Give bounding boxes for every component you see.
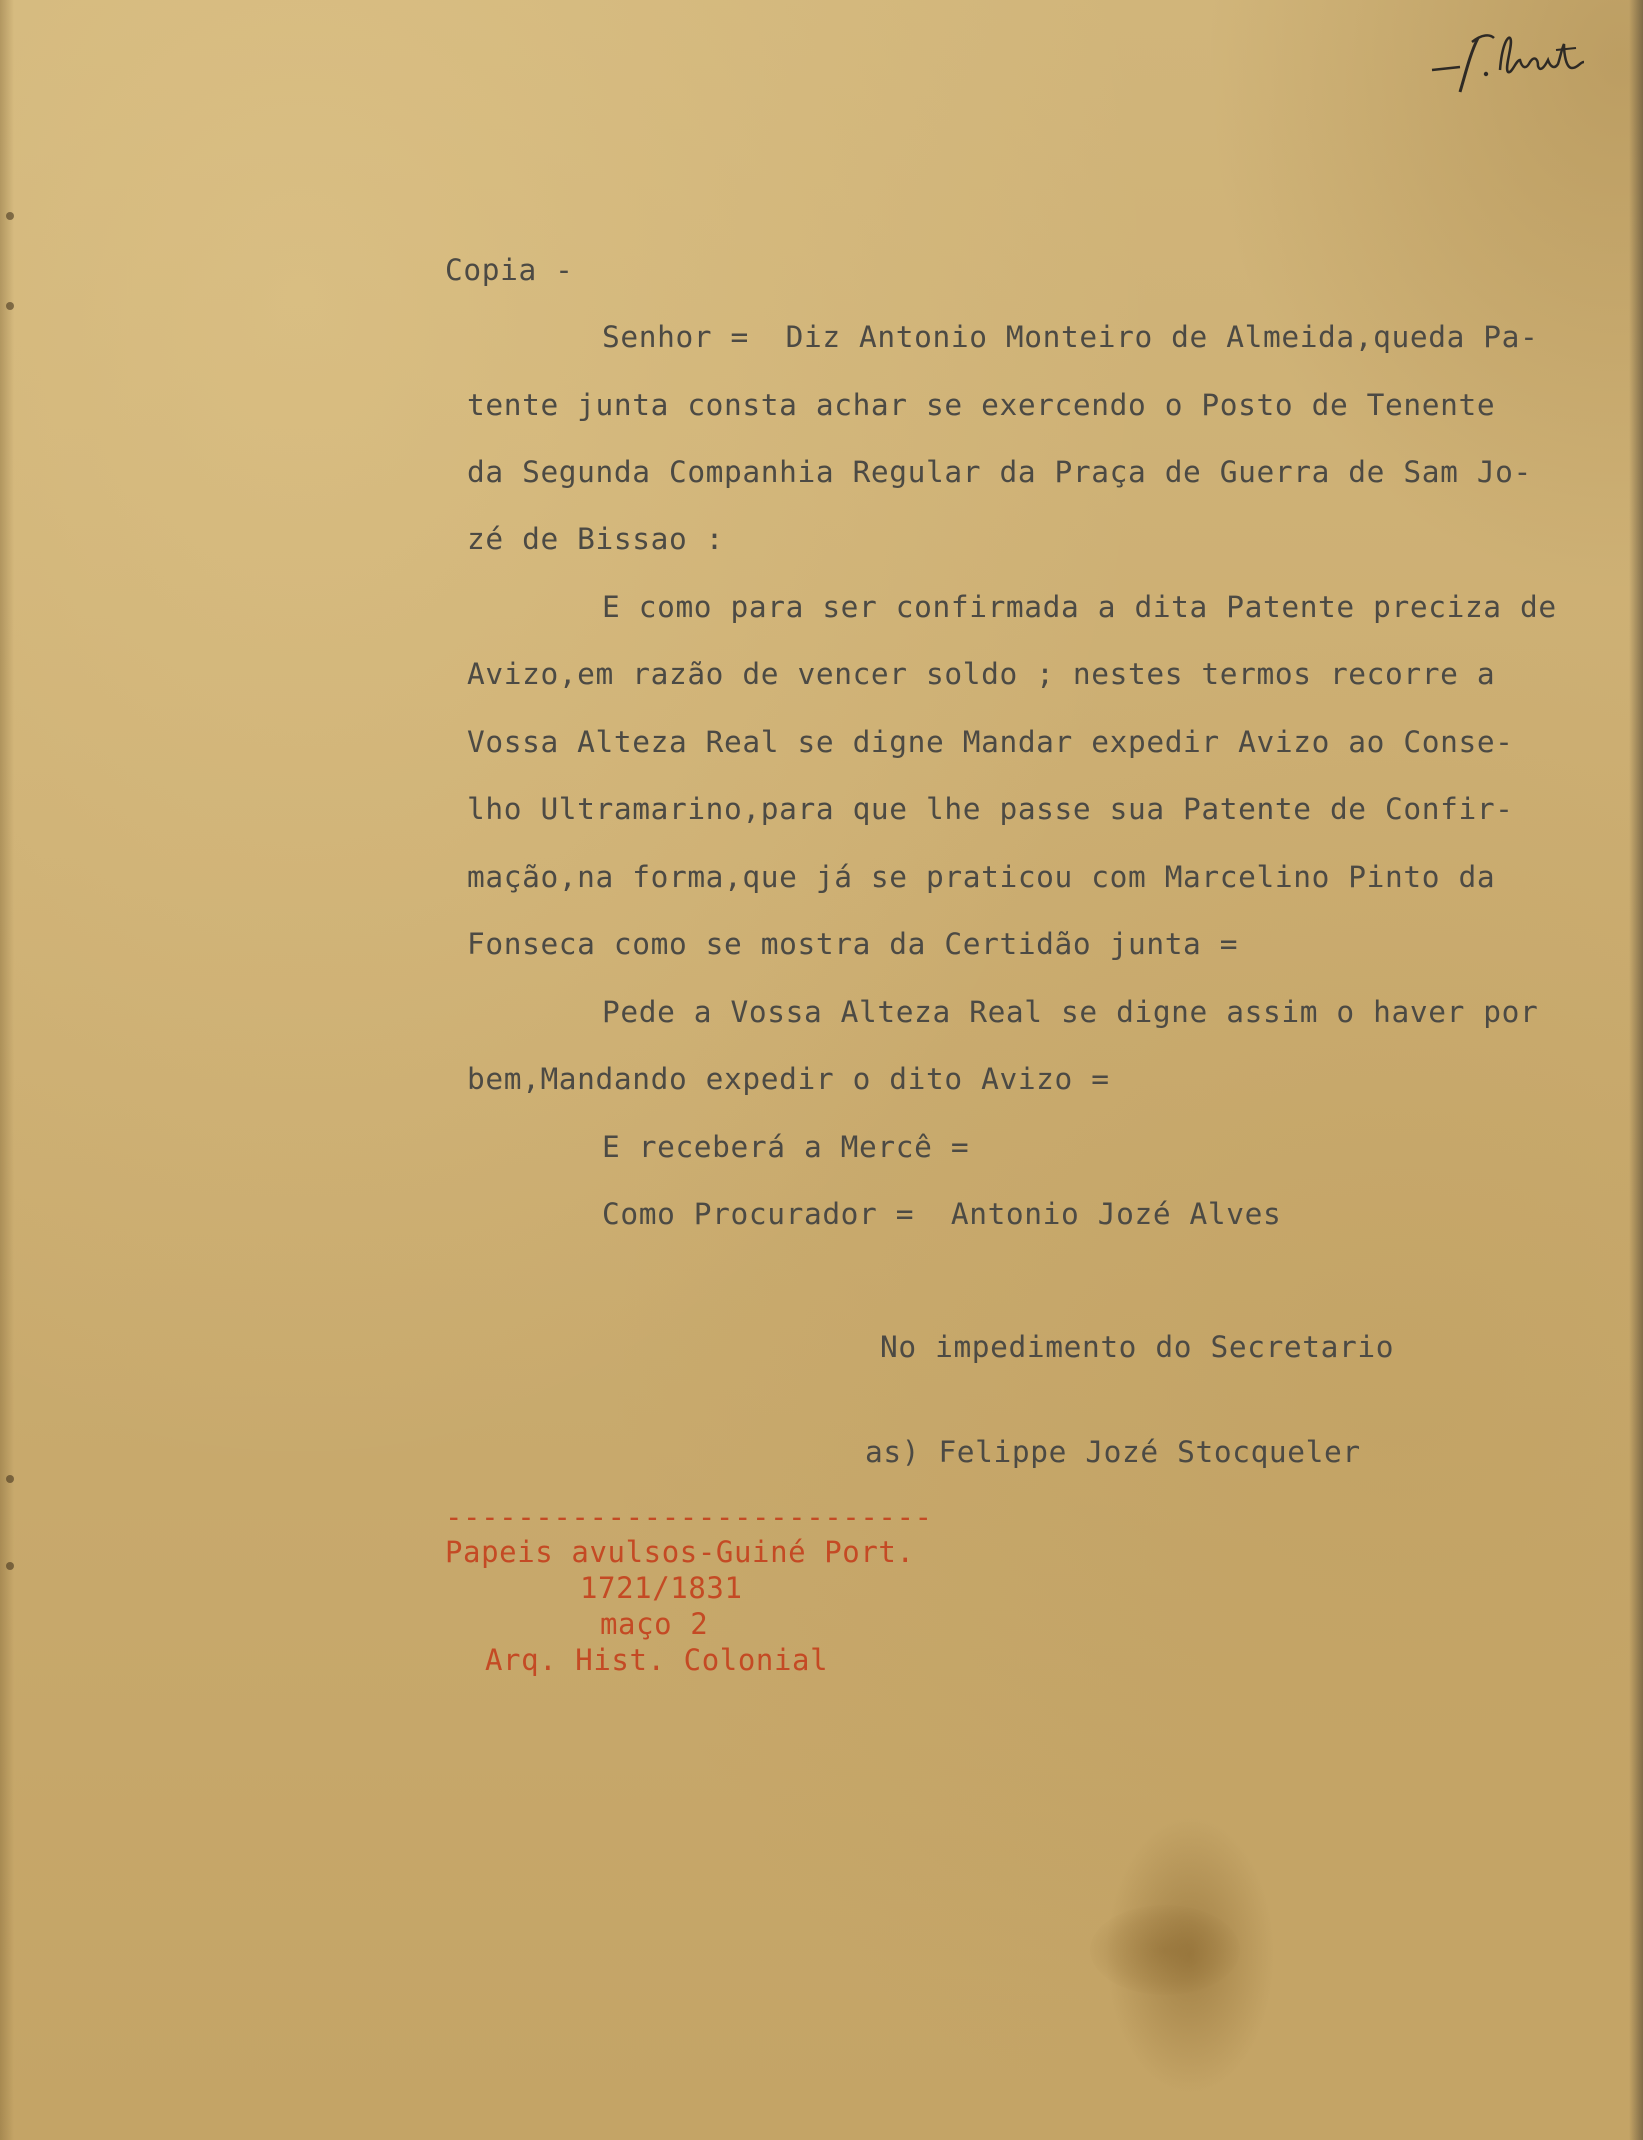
text-line: mação,na forma,que já se praticou com Marcelino Pinto da <box>467 860 1496 894</box>
handwritten-signature <box>1430 24 1610 94</box>
text-line: lho Ultramarino,para que lhe passe sua Patente de Confir- <box>467 792 1514 826</box>
text-line: Pede a Vossa Alteza Real se digne assim o haver por <box>602 995 1539 1029</box>
text-line: Senhor = Diz Antonio Monteiro de Almeida,queda Pa- <box>602 320 1539 354</box>
text-line: bem,Mandando expedir o dito Avizo = <box>467 1062 1110 1096</box>
signature-line: as) Felippe Jozé Stocqueler <box>865 1435 1361 1469</box>
paper-left-edge <box>0 0 14 2140</box>
archive-stamp-line: 1721/1831 <box>580 1571 743 1605</box>
paper-right-edge <box>1629 0 1643 2140</box>
text-line: E receberá a Mercê = <box>602 1130 970 1164</box>
binding-hole <box>6 1475 14 1483</box>
text-line: Como Procurador = Antonio Jozé Alves <box>602 1197 1282 1231</box>
text-line: E como para ser confirmada a dita Patente preciza de <box>602 590 1557 624</box>
archive-stamp-rule: --------------------------- <box>445 1500 933 1534</box>
text-line: zé de Bissao : <box>467 522 725 556</box>
binding-hole <box>6 1562 14 1570</box>
text-line: Vossa Alteza Real se digne Mandar expedir Avizo ao Conse- <box>467 725 1514 759</box>
text-line: Fonseca como se mostra da Certidão junta = <box>467 927 1239 961</box>
binding-hole <box>6 212 14 220</box>
archive-stamp-line: maço 2 <box>600 1607 709 1641</box>
text-line: Avizo,em razão de vencer soldo ; nestes termos recorre a <box>467 657 1496 691</box>
signature-line: No impedimento do Secretario <box>880 1330 1395 1364</box>
archive-stamp-line: Arq. Hist. Colonial <box>485 1643 829 1677</box>
binding-hole <box>6 302 14 310</box>
water-stain <box>1090 1905 1240 1995</box>
archive-stamp-line: Papeis avulsos-Guiné Port. <box>445 1535 915 1569</box>
text-line: tente junta consta achar se exercendo o Posto de Tenente <box>467 388 1496 422</box>
heading-copia: Copia - <box>445 253 574 287</box>
text-line: da Segunda Companhia Regular da Praça de Guerra de Sam Jo- <box>467 455 1532 489</box>
